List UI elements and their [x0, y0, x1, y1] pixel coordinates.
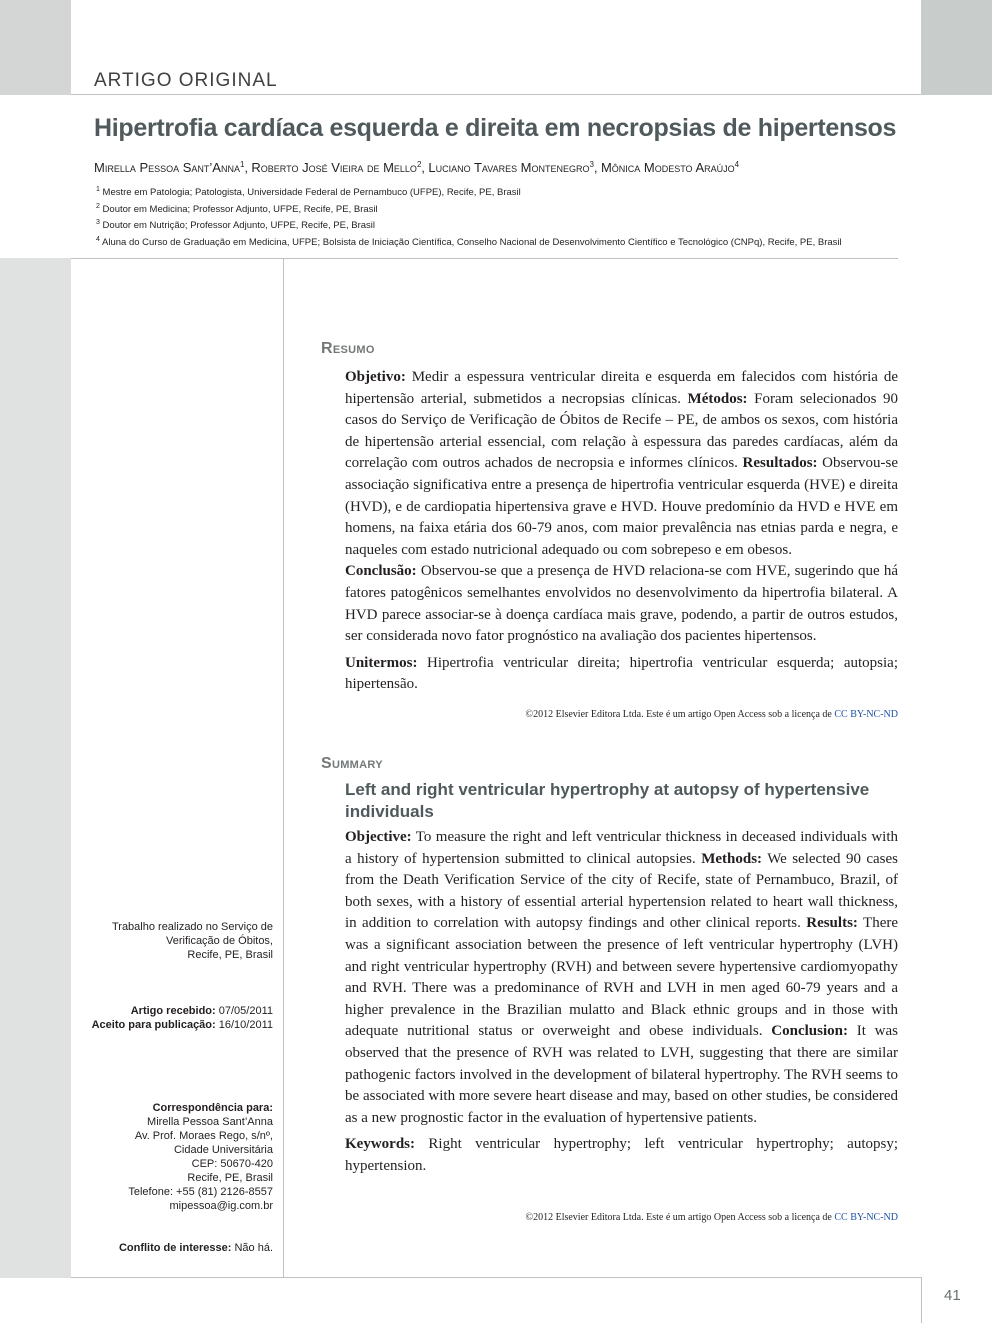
label: Aceito para publicação:: [91, 1019, 216, 1031]
author-sep: ,: [421, 161, 429, 176]
article-type: ARTIGO ORIGINAL: [94, 70, 278, 91]
label: Métodos:: [687, 390, 748, 407]
affiliation-text: Doutor em Medicina; Professor Adjunto, UFPE, Recife, PE, Brasil: [102, 203, 378, 215]
article-dates: [80, 1004, 273, 1032]
copyright-text: ©2012 Elsevier Editora Ltda. Este é um artigo Open Access sob a licença de: [525, 1212, 835, 1223]
work-line: Recife, PE, Brasil: [187, 949, 273, 961]
keywords-text: Right ventricular hypertrophy; left ventricular hypertrophy; autopsy; hypertension.: [345, 1136, 898, 1174]
summary-keywords: [345, 1134, 898, 1177]
summary-body: [345, 827, 898, 1178]
author-sep: ,: [593, 161, 601, 176]
affiliation-text: Doutor em Nutrição; Professor Adjunto, UFPE, Recife, PE, Brasil: [102, 220, 375, 232]
page-number: 41: [944, 1287, 961, 1304]
author-name: Mirella Pessoa Sant’Anna: [94, 160, 240, 176]
summary-paragraph: [345, 827, 898, 1129]
label: Objective:: [345, 829, 412, 845]
label: Conflito de interesse:: [118, 1242, 232, 1254]
affiliation-text: Mestre em Patologia; Patologista, Universidade Federal de Pernambuco (UFPE), Recife, PE, Brasil: [102, 187, 521, 199]
correspondence-line: Recife, PE, Brasil: [187, 1172, 273, 1184]
footer-rule: [71, 1277, 921, 1278]
resultados-text: Observou-se associação significativa entre a presença de hipertrofia ventricular esquerda (HVE) e direita (HVD), e de cardiopatia hipertensiva grave e HVD. Houve predomínio da HVD e HVE em homens, na faixa etária dos 60-79 anos, com maior prevalência nas etnias parda e negra, e naqueles com estado nutricional adequado ou com sobrepeso e em obesos.: [345, 455, 898, 558]
correspondence-line: Av. Prof. Moraes Rego, s/nº,: [134, 1130, 273, 1142]
author-sup: 1: [239, 160, 245, 169]
header-left-block: [0, 0, 71, 95]
label: Resultados:: [742, 455, 818, 472]
resumo-heading: Resumo: [321, 340, 375, 357]
summary-copyright: [345, 1212, 898, 1223]
article-title: Hipertrofia cardíaca esquerda e direita em necropsias de hipertensos: [94, 114, 897, 142]
affiliation-num: 3: [96, 219, 100, 227]
copyright-text: ©2012 Elsevier Editora Ltda. Este é um artigo Open Access sob a licença de: [525, 709, 835, 720]
work-location: [80, 920, 273, 962]
affiliation-item: [96, 216, 842, 233]
results-text: There was a significant association between the presence of left ventricular hypertrophy (LVH) and right ventricular hypertrophy (RVH) and between severe hypertensive cardiomyopathy and RVH. There was a predominance of RVH and LVH in men aged 60-79 years and a higher prevalence in the Brazilian mulatto and Black ethnic groups and in those with adequate nutritional status or overweight and obese individuals.: [345, 915, 899, 1040]
correspondence-email[interactable]: mipessoa@ig.com.br: [169, 1200, 273, 1212]
received-date: 07/05/2011: [218, 1005, 273, 1017]
objetivo-text: Medir a espessura ventricular direita e esquerda em falecidos com história de hipertensão arterial, submetidos a necropsias clínicas.: [345, 369, 898, 407]
author-list: [94, 160, 914, 175]
unitermos-text: Hipertrofia ventricular direita; hipertrofia ventricular esquerda; autopsia; hipertensão.: [345, 654, 899, 693]
objective-text: To measure the right and left ventricular thickness in deceased individuals with a history of hypertension submitted to clinical autopsies.: [345, 829, 898, 867]
affiliation-num: 4: [96, 235, 100, 243]
correspondence-label: Correspondência para:: [152, 1102, 273, 1114]
body-top-rule: [71, 258, 898, 259]
conflict-text: Não há.: [234, 1242, 273, 1254]
label: Conclusion:: [771, 1023, 848, 1040]
accepted-date: 16/10/2011: [218, 1019, 273, 1031]
affiliation-num: 2: [96, 202, 100, 210]
resumo-body: [345, 367, 898, 696]
author-name: Mônica Modesto Araújo: [600, 160, 735, 176]
work-line: Trabalho realizado no Serviço de: [111, 921, 273, 933]
conclusao-text: Observou-se que a presença de HVD relaciona-se com HVE, sugerindo que há fatores patogênicos semelhantes envolvidos no desenvolvimento da hipertrofia bilateral. A HVD parece associar-se à doença cardíaca mais grave, podendo, a partir de outros estudos, ser considerada novo fator prognóstico na avaliação dos pacientes hipertensos.: [345, 563, 898, 645]
resumo-unitermos: [345, 653, 898, 696]
resumo-conclusion: [345, 561, 898, 647]
author-sup: 3: [589, 160, 594, 169]
affiliation-item: [96, 183, 842, 200]
page-number-divider: [921, 1277, 922, 1323]
author-name: Roberto José Vieira de Mello: [251, 160, 417, 176]
affiliation-item: [96, 233, 842, 250]
affiliation-num: 1: [96, 186, 100, 193]
header-rule: [71, 94, 921, 95]
author-sup: 2: [416, 160, 422, 169]
correspondence-line: Cidade Universitária: [173, 1144, 273, 1156]
label: Conclusão:: [345, 563, 417, 580]
correspondence: [80, 1101, 273, 1213]
metodos-text: Foram selecionados 90 casos do Serviço de Verificação de Óbitos de Recife – PE, de ambos os sexos, com história de hipertensão arterial essencial, com relação à espessura das paredes cardíacas, além da correlação com outros achados de necropsia e informes clínicos.: [345, 390, 899, 472]
conflict-of-interest: [80, 1241, 273, 1255]
received-line: [80, 1004, 273, 1018]
correspondence-line: Mirella Pessoa Sant’Anna: [147, 1116, 273, 1128]
affiliation-text: Aluna do Curso de Graduação em Medicina, UFPE; Bolsista de Iniciação Científica, Conselho Nacional de Desenvolvimento Científico e Tecnológico (CNPq), Recife, PE, Brasil: [102, 236, 842, 248]
methods-text: We selected 90 cases from the Death Verification Service of the city of Recife, state of Pernambuco, Brazil, of both sexes, with a history of essential arterial hypertension related to heart wall thickness, in addition to correlation with autopsy findings and other clinical reports.: [345, 850, 899, 932]
license-link[interactable]: CC BY-NC-ND: [834, 1212, 898, 1223]
correspondence-line: Telefone: +55 (81) 2126-8557: [128, 1186, 273, 1198]
author-name: Luciano Tavares Montenegro: [428, 160, 590, 176]
resumo-copyright: [345, 709, 898, 720]
conclusion-text: It was observed that the presence of RVH was related to LVH, suggesting that there are similar pathogenic factors involved in the development of bilateral hypertrophy. The RVH seems to be associated with more severe heart disease and may, based on other studies, be considered as a new prognostic factor in the evaluation of hypertensive patients.: [345, 1023, 898, 1126]
license-link[interactable]: CC BY-NC-ND: [834, 709, 898, 720]
label: Methods:: [701, 850, 763, 867]
correspondence-line: CEP: 50670-420: [191, 1158, 273, 1170]
affiliations: [96, 183, 842, 249]
affiliation-item: [96, 200, 842, 217]
label: Keywords:: [345, 1136, 415, 1153]
accepted-line: [80, 1018, 273, 1032]
column-divider: [283, 258, 284, 1278]
label: Artigo recebido:: [130, 1005, 216, 1017]
header-right-block: [921, 0, 992, 95]
label: Results:: [806, 915, 858, 932]
label: Unitermos:: [345, 654, 418, 671]
summary-title: Left and right ventricular hypertrophy at autopsy of hypertensive individuals: [345, 780, 870, 821]
author-sup: 4: [734, 160, 740, 169]
summary-heading: Summary: [321, 755, 383, 772]
resumo-paragraph: [345, 367, 898, 561]
work-line: Verificação de Óbitos,: [165, 935, 273, 947]
left-gray-band: [0, 258, 71, 1278]
label: Objetivo:: [345, 369, 406, 385]
author-sep: ,: [244, 161, 252, 176]
